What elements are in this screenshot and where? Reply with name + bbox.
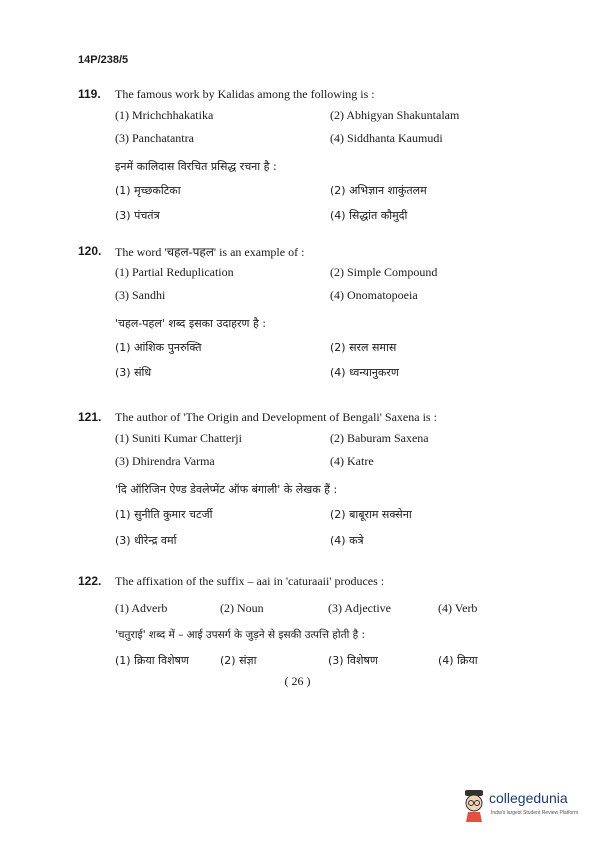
option-3: (3) Panchatantra xyxy=(115,131,194,145)
question-text: The word 'चहल-पहल' is an example of : xyxy=(115,244,305,259)
hindi-option-3: (3) संधि xyxy=(115,366,152,379)
hindi-option-1: (1) सुनीति कुमार चटर्जी xyxy=(115,507,213,521)
hindi-option-2: (2) अभिज्ञान शाकुंतलम xyxy=(330,184,427,197)
hindi-option-3: (3) धीरेन्द्र वर्मा xyxy=(115,533,177,547)
hindi-question-text: इनमें कालिदास विरचित प्रसिद्ध रचना है : xyxy=(115,159,277,173)
hindi-option-2: (2) बाबूराम सक्सेना xyxy=(330,507,412,521)
option-1: (1) Suniti Kumar Chatterji xyxy=(115,431,242,445)
question-119 xyxy=(78,84,548,228)
question-number: 120. xyxy=(78,244,102,258)
hindi-option-4: (4) सिद्धांत कौमुदी xyxy=(330,209,408,222)
option-2: (2) Noun xyxy=(220,600,264,615)
hindi-option-3: (3) पंचतंत्र xyxy=(115,209,160,222)
question-122 xyxy=(78,571,548,673)
watermark-logo xyxy=(461,786,581,826)
hindi-option-3: (3) विशेषण xyxy=(328,653,378,667)
question-text: The affixation of the suffix – aai in 'caturaaii' produces : xyxy=(115,573,385,588)
option-4: (4) Onomatopoeia xyxy=(330,288,418,302)
hindi-option-2: (2) सरल समास xyxy=(330,341,397,354)
option-3: (3) Sandhi xyxy=(115,288,166,302)
question-number: 121. xyxy=(78,410,102,424)
question-120 xyxy=(78,241,548,385)
option-3: (3) Adjective xyxy=(328,600,391,615)
hindi-option-1: (1) आंशिक पुनरुक्ति xyxy=(115,341,202,354)
page-number: ( 26 ) xyxy=(284,674,311,688)
student-mascot-icon xyxy=(461,788,487,822)
question-number: 122. xyxy=(78,574,102,588)
brand-name: collegedunia xyxy=(489,790,568,806)
hindi-option-4: (4) क्रिया xyxy=(438,653,478,667)
hindi-question-text: 'चहल-पहल' शब्द इसका उदाहरण है : xyxy=(115,316,267,330)
hindi-option-4: (4) ध्वन्यानुकरण xyxy=(330,366,399,379)
hindi-option-1: (1) क्रिया विशेषण xyxy=(115,653,189,667)
paper-code: 14P/238/5 xyxy=(78,54,129,66)
brand-tagline: India's largest Student Review Platform xyxy=(491,810,579,816)
option-2: (2) Baburam Saxena xyxy=(330,431,429,445)
hindi-question-text: 'चतुराई' शब्द में – आई उपसर्ग के जुड़ने से इसकी उत्पत्ति होती है : xyxy=(115,629,366,641)
option-2: (2) Abhigyan Shakuntalam xyxy=(330,108,460,122)
option-3: (3) Dhirendra Varma xyxy=(115,454,215,468)
option-1: (1) Mrichchhakatika xyxy=(115,108,214,122)
hindi-option-2: (2) संज्ञा xyxy=(220,653,257,667)
question-121 xyxy=(78,407,548,553)
hindi-question-text: 'दि ऑरिजिन ऐण्ड डेवलेप्मेंट ऑफ बंगाली' के लेखक हैं : xyxy=(115,482,338,496)
question-number: 119. xyxy=(78,87,101,101)
question-text: The author of 'The Origin and Development of Bengali' Saxena is : xyxy=(115,409,437,424)
hindi-option-4: (4) कत्रे xyxy=(330,533,364,547)
option-4: (4) Siddhanta Kaumudi xyxy=(330,131,443,145)
option-4: (4) Verb xyxy=(438,600,478,615)
hindi-option-1: (1) मृच्छकटिका xyxy=(115,184,181,197)
option-1: (1) Partial Reduplication xyxy=(115,265,234,279)
option-1: (1) Adverb xyxy=(115,600,168,615)
question-text: The famous work by Kalidas among the following is : xyxy=(115,86,375,101)
option-2: (2) Simple Compound xyxy=(330,265,438,279)
option-4: (4) Katre xyxy=(330,454,374,468)
